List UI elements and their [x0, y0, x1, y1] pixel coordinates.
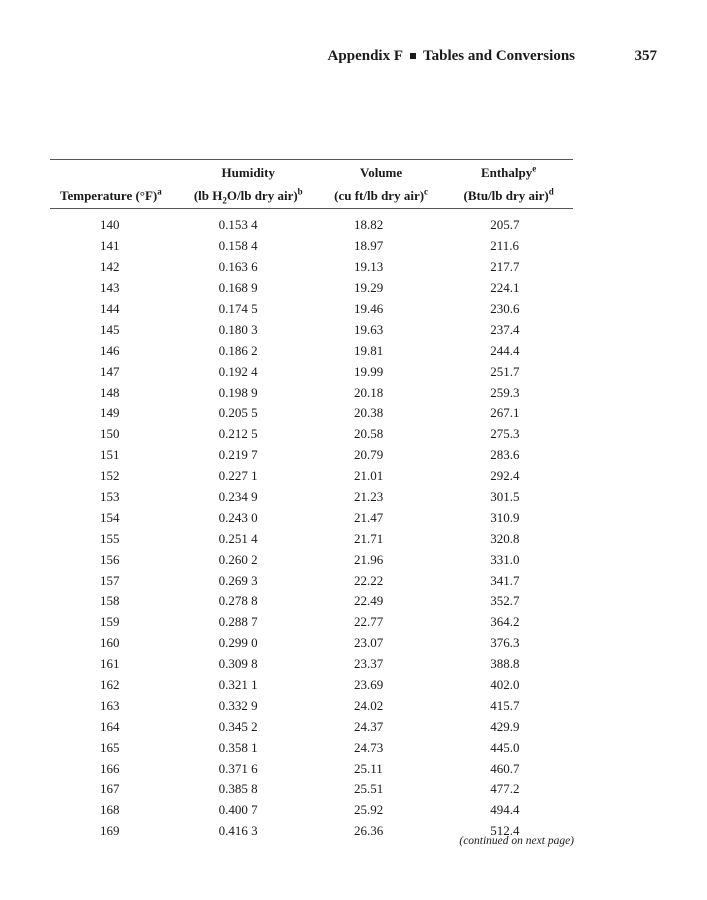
header-volume-line1: Volume [360, 165, 403, 180]
volume-cell: 26.36 [353, 823, 384, 839]
humidity-cell: 0.299 0 [218, 635, 258, 651]
temperature-cell: 164 [100, 718, 120, 734]
humidity-cell: 0.278 8 [218, 593, 258, 609]
humidity-cell: 0.400 7 [218, 802, 258, 818]
temperature-cell: 161 [100, 656, 120, 672]
appendix-label: Appendix F [327, 48, 403, 64]
enthalpy-cell: 364.2 [490, 614, 520, 630]
table-row [50, 299, 573, 320]
temperature-cell: 156 [100, 551, 120, 567]
temperature-cell: 169 [100, 823, 120, 839]
volume-cell: 25.92 [353, 802, 384, 818]
volume-units-text: (cu ft/lb dry air) [334, 188, 425, 203]
humidity-cell: 0.163 6 [218, 259, 258, 275]
humidity-cell: 0.174 5 [218, 301, 258, 316]
footnote-marker-b: b [297, 186, 303, 197]
volume-cell: 21.47 [353, 509, 384, 525]
volume-cell: 18.82 [353, 217, 384, 233]
enthalpy-cell: 376.3 [490, 635, 520, 651]
temperature-cell: 167 [100, 781, 120, 797]
square-bullet-icon [410, 53, 416, 59]
temperature-cell: 151 [100, 447, 120, 463]
enthalpy-cell: 275.3 [490, 426, 520, 442]
temperature-cell: 162 [100, 677, 120, 693]
humidity-cell: 0.371 6 [218, 760, 258, 776]
enthalpy-cell: 244.4 [490, 342, 520, 358]
header-row-2 [50, 183, 573, 206]
table-body [50, 209, 573, 842]
temperature-cell: 155 [100, 530, 120, 546]
volume-cell: 22.77 [353, 614, 384, 630]
enthalpy-cell: 251.7 [490, 363, 520, 379]
volume-cell: 20.38 [353, 405, 384, 421]
volume-cell: 19.13 [353, 259, 384, 275]
header-enthalpy-units [444, 183, 573, 206]
humidity-cell: 0.212 5 [218, 426, 258, 442]
humidity-units-pre: (lb H [193, 188, 223, 203]
table-row [50, 257, 573, 278]
enthalpy-cell: 267.1 [490, 405, 520, 421]
footnote-marker-a: a [157, 186, 162, 197]
volume-cell: 19.29 [353, 280, 384, 296]
enthalpy-cell: 415.7 [490, 697, 520, 713]
humidity-cell: 0.227 1 [218, 468, 258, 484]
temperature-cell: 159 [100, 614, 120, 630]
table-row [50, 758, 573, 779]
enthalpy-units-text: (Btu/lb dry air) [463, 188, 549, 203]
enthalpy-cell: 292.4 [490, 468, 520, 484]
temperature-cell: 144 [100, 301, 120, 316]
table-row [50, 612, 573, 633]
header-temperature [50, 183, 179, 206]
temperature-cell: 154 [100, 509, 120, 525]
temperature-cell: 150 [100, 426, 120, 442]
table-row [50, 487, 573, 508]
table-row [50, 507, 573, 528]
temperature-cell: 143 [100, 280, 120, 296]
temperature-cell: 168 [100, 802, 120, 818]
humidity-cell: 0.358 1 [218, 739, 258, 755]
continued-note: (continued on next page) [459, 835, 574, 847]
table-row [50, 633, 573, 654]
volume-cell: 19.46 [353, 301, 384, 316]
humidity-cell: 0.219 7 [218, 447, 258, 463]
enthalpy-cell: 301.5 [490, 489, 520, 505]
table-row [50, 654, 573, 675]
footnote-marker-e: e [532, 163, 537, 174]
table-row [50, 779, 573, 800]
header-humidity-line1: Humidity [221, 165, 275, 180]
temperature-cell: 160 [100, 635, 120, 651]
table-row [50, 466, 573, 487]
volume-cell: 25.11 [353, 760, 383, 776]
enthalpy-cell: 352.7 [490, 593, 520, 609]
enthalpy-cell: 259.3 [490, 384, 520, 400]
enthalpy-cell: 217.7 [490, 259, 520, 275]
table-row [50, 319, 573, 340]
temperature-cell: 148 [100, 384, 120, 400]
volume-cell: 23.07 [353, 635, 384, 651]
header-temperature-text: Temperature (°F) [60, 188, 158, 203]
enthalpy-cell: 460.7 [490, 760, 520, 776]
volume-cell: 19.99 [353, 363, 384, 379]
volume-cell: 20.58 [353, 426, 384, 442]
temperature-cell: 153 [100, 489, 120, 505]
table-row [50, 236, 573, 257]
volume-cell: 24.37 [353, 718, 384, 734]
temperature-cell: 140 [100, 217, 120, 233]
humidity-cell: 0.269 3 [218, 572, 258, 588]
table-row [50, 528, 573, 549]
volume-cell: 24.02 [353, 697, 384, 713]
header-temp-line1 [50, 160, 179, 183]
temperature-cell: 166 [100, 760, 120, 776]
section-title: Tables and Conversions [423, 48, 575, 64]
humidity-cell: 0.205 5 [218, 405, 258, 421]
table-row [50, 382, 573, 403]
volume-cell: 23.69 [353, 677, 384, 693]
humidity-cell: 0.321 1 [218, 677, 258, 693]
table-row [50, 549, 573, 570]
humidity-units-sub: 2 [222, 195, 227, 206]
enthalpy-cell: 205.7 [490, 217, 520, 233]
volume-cell: 22.49 [353, 593, 384, 609]
enthalpy-cell: 237.4 [490, 321, 520, 337]
humidity-cell: 0.416 3 [218, 823, 258, 839]
humidity-cell: 0.198 9 [218, 384, 258, 400]
table-row [50, 424, 573, 445]
enthalpy-cell: 211.6 [490, 238, 519, 254]
table-row [50, 209, 573, 236]
header-enthalpy-text: Enthalpy [480, 165, 533, 180]
volume-cell: 21.96 [353, 551, 384, 567]
header-row-1 [50, 160, 573, 183]
enthalpy-cell: 402.0 [490, 677, 520, 693]
enthalpy-cell: 388.8 [490, 656, 520, 672]
volume-cell: 21.23 [353, 489, 384, 505]
temperature-cell: 147 [100, 363, 120, 379]
humidity-cell: 0.192 4 [218, 363, 258, 379]
enthalpy-cell: 477.2 [490, 781, 520, 797]
header-enthalpy-line1 [444, 160, 573, 183]
temperature-cell: 142 [100, 259, 120, 275]
volume-cell: 18.97 [353, 238, 384, 254]
running-head [0, 48, 707, 68]
temperature-cell: 163 [100, 697, 120, 713]
table-row [50, 716, 573, 737]
enthalpy-cell: 512.4 [490, 823, 520, 839]
temperature-cell: 141 [100, 238, 120, 254]
enthalpy-cell: 283.6 [490, 447, 520, 463]
volume-cell: 19.81 [353, 342, 384, 358]
data-table-container [50, 159, 573, 842]
temperature-cell: 149 [100, 405, 120, 421]
humidity-cell: 0.260 2 [218, 551, 258, 567]
volume-cell: 23.37 [353, 656, 384, 672]
table-row [50, 570, 573, 591]
humidity-units-post: O/lb dry air) [226, 188, 298, 203]
volume-cell: 21.01 [353, 468, 384, 484]
volume-cell: 24.73 [353, 739, 384, 755]
enthalpy-cell: 445.0 [490, 739, 520, 755]
enthalpy-cell: 429.9 [490, 718, 520, 734]
table-row [50, 591, 573, 612]
temperature-cell: 165 [100, 739, 120, 755]
volume-cell: 20.18 [353, 384, 384, 400]
humidity-cell: 0.288 7 [218, 614, 258, 630]
table-row [50, 361, 573, 382]
table-row [50, 403, 573, 424]
volume-cell: 19.63 [353, 321, 384, 337]
header-humidity-units [179, 183, 318, 206]
humidity-cell: 0.153 4 [218, 217, 258, 233]
enthalpy-cell: 224.1 [490, 280, 520, 296]
humidity-cell: 0.251 4 [218, 530, 258, 546]
header-volume-units [318, 183, 444, 206]
enthalpy-cell: 310.9 [490, 509, 520, 525]
humidity-cell: 0.186 2 [218, 342, 258, 358]
table-row [50, 445, 573, 466]
footnote-marker-d: d [548, 186, 554, 197]
temperature-cell: 157 [100, 572, 120, 588]
table-row [50, 278, 573, 299]
table-header [50, 160, 573, 209]
humidity-cell: 0.168 9 [218, 280, 258, 296]
table-row [50, 800, 573, 821]
humidity-cell: 0.180 3 [218, 321, 258, 337]
enthalpy-cell: 331.0 [490, 551, 520, 567]
volume-cell: 22.22 [353, 572, 384, 588]
enthalpy-cell: 494.4 [490, 802, 520, 818]
humidity-cell: 0.243 0 [218, 509, 258, 525]
enthalpy-cell: 341.7 [490, 572, 520, 588]
humidity-cell: 0.385 8 [218, 781, 258, 797]
enthalpy-cell: 320.8 [490, 530, 520, 546]
footnote-marker-c: c [424, 186, 429, 197]
enthalpy-cell: 230.6 [490, 301, 520, 316]
humidity-cell: 0.309 8 [218, 656, 258, 672]
table-row [50, 695, 573, 716]
page-number: 357 [634, 48, 657, 64]
humidity-cell: 0.332 9 [218, 697, 258, 713]
humidity-cell: 0.158 4 [218, 238, 258, 254]
humidity-cell: 0.234 9 [218, 489, 258, 505]
volume-cell: 25.51 [353, 781, 384, 797]
temperature-cell: 146 [100, 342, 120, 358]
humidity-cell: 0.345 2 [218, 718, 258, 734]
table-row [50, 340, 573, 361]
psychrometric-table [50, 159, 573, 842]
running-title [328, 48, 575, 65]
table-row [50, 737, 573, 758]
temperature-cell: 158 [100, 593, 120, 609]
volume-cell: 21.71 [353, 530, 384, 546]
temperature-cell: 145 [100, 321, 120, 337]
table-row [50, 675, 573, 696]
temperature-cell: 152 [100, 468, 120, 484]
volume-cell: 20.79 [353, 447, 384, 463]
